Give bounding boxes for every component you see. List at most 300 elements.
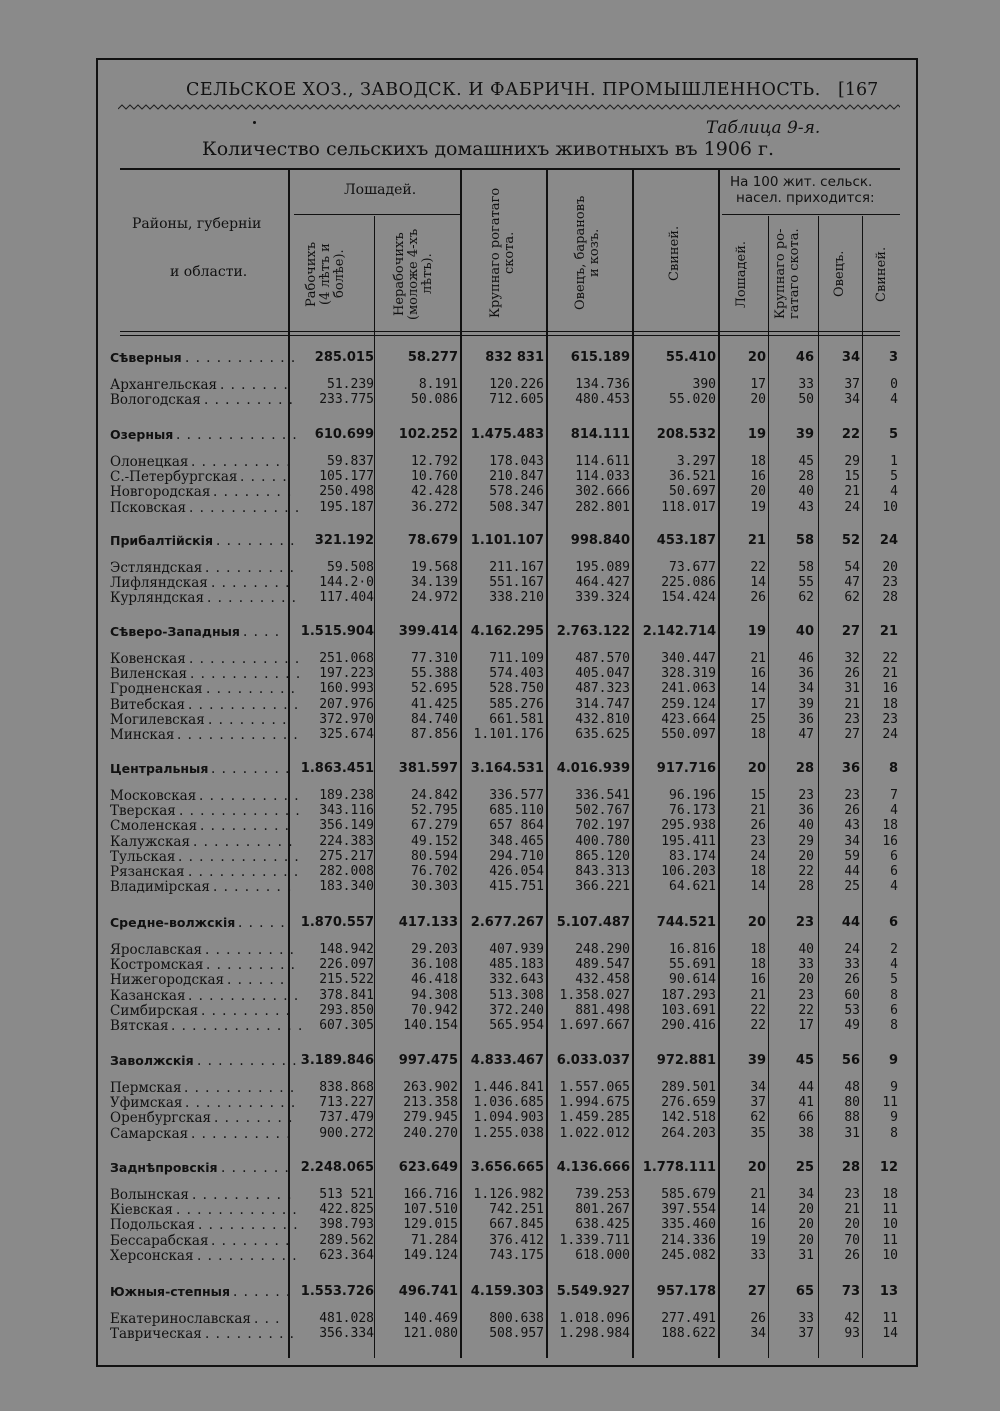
value-cell: 33 — [798, 1311, 814, 1326]
leader-dots: . . . . . . . . . . . — [189, 499, 301, 516]
leader-dots: . . . . . . . . . . . . — [176, 1202, 298, 1219]
value-cell: 18 — [750, 942, 766, 957]
province-name: Таврическая — [110, 1326, 202, 1343]
value-cell: 27 — [844, 727, 860, 742]
value-cell: 998.840 — [570, 533, 630, 548]
table-row — [108, 651, 904, 667]
table-caption: Количество сельскихъ домашнихъ животныхъ въ 1906 г. — [202, 138, 775, 160]
value-cell: 1.036.685 — [473, 1095, 544, 1111]
value-cell: 5 — [890, 972, 898, 988]
value-cell: 24 — [844, 499, 860, 515]
table-row — [108, 942, 904, 958]
value-cell: 31 — [844, 681, 860, 697]
group-row — [108, 915, 904, 931]
leader-dots: . . . . . . . . . . . — [184, 1080, 296, 1096]
value-cell: 711.109 — [489, 651, 544, 666]
value-cell: 432.458 — [575, 972, 630, 988]
value-cell: 11 — [882, 1311, 898, 1326]
leader-dots: . . . . . . . . — [208, 711, 288, 728]
province-name: Ярославская — [110, 942, 203, 958]
value-cell: 480.453 — [575, 392, 630, 408]
value-cell: 70 — [844, 1232, 860, 1248]
value-cell: 41.425 — [411, 696, 458, 712]
group-name: Заволжскія — [110, 1053, 194, 1068]
value-cell: 64.621 — [669, 879, 716, 895]
value-cell: 29 — [798, 833, 814, 849]
value-cell: 73.677 — [669, 560, 716, 575]
value-cell: 88 — [844, 1110, 860, 1126]
value-cell: 27 — [747, 1284, 766, 1299]
value-cell: 46 — [798, 651, 814, 666]
value-cell: 45 — [798, 454, 814, 469]
value-cell: 26 — [844, 803, 860, 819]
horses-subrule — [294, 214, 460, 215]
value-cell: 13 — [879, 1284, 898, 1299]
value-cell: 105.177 — [319, 469, 374, 485]
value-cell: 801.267 — [575, 1202, 630, 1218]
value-cell: 215.522 — [319, 972, 374, 988]
value-cell: 481.028 — [319, 1311, 374, 1326]
table-row — [108, 712, 904, 728]
value-cell: 6 — [890, 864, 898, 879]
value-cell: 10 — [882, 1247, 898, 1263]
province-name: С.-Петербургская — [110, 469, 238, 486]
value-cell: 11 — [882, 1095, 898, 1111]
value-cell: 4 — [890, 957, 898, 973]
value-cell: 37 — [844, 377, 860, 392]
value-cell: 289.501 — [661, 1080, 716, 1095]
value-cell: 23 — [750, 833, 766, 849]
value-cell: 94.308 — [411, 987, 458, 1003]
value-cell: 496.741 — [398, 1284, 458, 1299]
province-name: Вологодская — [110, 392, 201, 409]
value-cell: 332.643 — [489, 972, 544, 988]
value-cell: 550.097 — [661, 727, 716, 742]
value-cell: 52 — [841, 533, 860, 548]
value-cell: 1.101.107 — [470, 533, 544, 548]
value-cell: 17 — [750, 696, 766, 712]
value-cell: 24 — [750, 848, 766, 864]
value-cell: 25 — [750, 711, 766, 727]
value-cell: 59.837 — [327, 454, 374, 469]
value-cell: 336.541 — [575, 788, 630, 803]
value-cell: 8.191 — [418, 377, 458, 392]
value-cell: 34 — [841, 350, 860, 365]
value-cell: 20 — [747, 761, 766, 776]
value-cell: 4 — [890, 803, 898, 819]
value-cell: 21 — [750, 651, 766, 666]
value-cell: 3.297 — [676, 454, 716, 469]
value-cell: 96.196 — [669, 788, 716, 803]
value-cell: 40 — [795, 624, 814, 639]
value-cell: 405.047 — [575, 666, 630, 682]
value-cell: 71.284 — [411, 1232, 458, 1248]
value-cell: 264.203 — [661, 1125, 716, 1141]
leader-dots: . . . . . . . — [220, 377, 289, 393]
value-cell: 84.740 — [411, 711, 458, 727]
per100-sheep-header: Овецъ. — [832, 250, 847, 298]
value-cell: 295.938 — [661, 818, 716, 834]
leader-dots: . . . . . . . . . . . . — [176, 427, 298, 443]
table-row — [108, 1217, 904, 1233]
value-cell: 140.469 — [403, 1311, 458, 1326]
value-cell: 52.795 — [411, 803, 458, 819]
province-name: Самарская — [110, 1125, 189, 1142]
value-cell: 154.424 — [661, 590, 716, 606]
province-name: Курляндская — [110, 590, 204, 607]
ink-dot — [253, 121, 256, 124]
value-cell: 118.017 — [661, 499, 716, 515]
value-cell: 33 — [798, 957, 814, 973]
value-cell: 19 — [747, 624, 766, 639]
leader-dots: . . . . . . . . . . . — [185, 350, 297, 366]
value-cell: 356.149 — [319, 818, 374, 834]
value-cell: 224.383 — [319, 833, 374, 849]
value-cell: 37 — [798, 1326, 814, 1342]
value-cell: 1.459.285 — [559, 1110, 630, 1126]
table-row — [108, 1126, 904, 1142]
leader-dots: . . . . . . . . — [213, 484, 293, 501]
table-row — [108, 1233, 904, 1249]
value-cell: 279.945 — [403, 1110, 458, 1126]
value-cell: 957.178 — [656, 1284, 716, 1299]
value-cell: 226.097 — [319, 957, 374, 973]
value-cell: 114.611 — [575, 454, 630, 469]
value-cell: 489.547 — [575, 957, 630, 973]
table-row — [108, 818, 904, 834]
value-cell: 17 — [750, 377, 766, 392]
horses-header: Лошадей. — [344, 182, 417, 198]
leader-dots: . . . . . . . . . . — [197, 1247, 298, 1264]
value-cell: 21 — [879, 624, 898, 639]
value-cell: 60 — [844, 987, 860, 1003]
group-row — [108, 624, 904, 640]
value-cell: 4.136.666 — [556, 1160, 630, 1175]
value-cell: 1.094.903 — [473, 1110, 544, 1126]
value-cell: 40 — [798, 484, 814, 500]
value-cell: 77.310 — [411, 651, 458, 666]
value-cell: 66 — [798, 1110, 814, 1126]
table-row — [108, 1311, 904, 1327]
leader-dots: . . . — [254, 1311, 281, 1327]
value-cell: 578.246 — [489, 484, 544, 500]
sheep-header: Овецъ, барановъ и козъ. — [573, 195, 602, 311]
value-cell: 9 — [888, 1053, 898, 1068]
value-cell: 513.308 — [489, 987, 544, 1003]
value-cell: 36 — [841, 761, 860, 776]
value-cell: 28 — [795, 761, 814, 776]
value-cell: 48 — [844, 1080, 860, 1095]
value-cell: 18 — [882, 696, 898, 712]
value-cell: 661.581 — [489, 711, 544, 727]
leader-dots: . . . . . — [238, 915, 286, 931]
value-cell: 20 — [747, 915, 766, 930]
value-cell: 657 864 — [489, 818, 544, 834]
table-row — [108, 454, 904, 470]
leader-dots: . . . . . . . . . . — [199, 788, 300, 804]
value-cell: 997.475 — [398, 1053, 458, 1068]
group-name: Озерныя — [110, 427, 174, 442]
value-cell: 800.638 — [489, 1311, 544, 1326]
value-cell: 251.068 — [319, 651, 374, 666]
group-name: Прибалтійскія — [110, 533, 213, 548]
value-cell: 485.183 — [489, 957, 544, 973]
value-cell: 35 — [750, 1125, 766, 1141]
province-name: Тульская — [110, 848, 176, 865]
value-cell: 3.164.531 — [470, 761, 544, 776]
value-cell: 2.763.122 — [556, 624, 630, 639]
value-cell: 20 — [750, 392, 766, 408]
value-cell: 638.425 — [575, 1217, 630, 1233]
value-cell: 1.863.451 — [300, 761, 374, 776]
value-cell: 225.086 — [661, 575, 716, 591]
region-header-line2: и области. — [170, 264, 248, 280]
value-cell: 21 — [750, 1187, 766, 1202]
value-cell: 47 — [844, 575, 860, 591]
value-cell: 1.101.176 — [473, 727, 544, 742]
table-row — [108, 1187, 904, 1203]
leader-dots: . . . . . . . . . — [205, 942, 295, 958]
value-cell: 635.625 — [575, 727, 630, 742]
leader-dots: . . . . . — [240, 469, 288, 486]
value-cell: 62 — [750, 1110, 766, 1126]
value-cell: 53 — [844, 1002, 860, 1018]
value-cell: 56 — [841, 1053, 860, 1068]
value-cell: 59.508 — [327, 560, 374, 575]
province-name: Бессарабская — [110, 1232, 209, 1249]
value-cell: 240.270 — [403, 1125, 458, 1141]
value-cell: 713.227 — [319, 1095, 374, 1111]
value-cell: 702.197 — [575, 818, 630, 834]
value-cell: 55.020 — [669, 392, 716, 408]
province-name: Пермская — [110, 1080, 182, 1096]
leader-dots: . . . . . . . . . . — [197, 1053, 298, 1069]
table-row — [108, 957, 904, 973]
value-cell: 43 — [798, 499, 814, 515]
value-cell: 178.043 — [489, 454, 544, 469]
value-cell: 117.404 — [319, 590, 374, 606]
value-cell: 32 — [844, 651, 860, 666]
value-cell: 18 — [750, 454, 766, 469]
value-cell: 15 — [750, 788, 766, 803]
value-cell: 487.570 — [575, 651, 630, 666]
value-cell: 285.015 — [314, 350, 374, 365]
value-cell: 34 — [750, 1080, 766, 1095]
value-cell: 259.124 — [661, 696, 716, 712]
value-cell: 80 — [844, 1095, 860, 1111]
value-cell: 528.750 — [489, 681, 544, 697]
leader-dots: . . . . . . . . . . . . . — [171, 1018, 304, 1034]
value-cell: 22 — [750, 560, 766, 575]
value-cell: 160.993 — [319, 681, 374, 697]
value-cell: 23 — [844, 788, 860, 803]
value-cell: 22 — [798, 864, 814, 879]
value-cell: 76.702 — [411, 864, 458, 879]
leader-dots: . . . . . . . . . — [204, 392, 294, 409]
value-cell: 15 — [844, 469, 860, 485]
province-name: Лифляндская — [110, 575, 208, 592]
value-cell: 37 — [750, 1095, 766, 1111]
per100-subrule — [722, 214, 900, 215]
value-cell: 513 521 — [319, 1187, 374, 1202]
value-cell: 508.347 — [489, 499, 544, 515]
table-row — [108, 1110, 904, 1126]
province-name: Екатеринославская — [110, 1311, 251, 1327]
value-cell: 4.833.467 — [470, 1053, 544, 1068]
value-cell: 50 — [798, 392, 814, 408]
value-cell: 551.167 — [489, 575, 544, 591]
value-cell: 16 — [882, 833, 898, 849]
value-cell: 585.276 — [489, 696, 544, 712]
value-cell: 340.447 — [661, 651, 716, 666]
value-cell: 18 — [882, 818, 898, 834]
value-cell: 22 — [882, 651, 898, 666]
value-cell: 245.082 — [661, 1247, 716, 1263]
value-cell: 58 — [795, 533, 814, 548]
value-cell: 618.000 — [575, 1247, 630, 1263]
value-cell: 33 — [844, 957, 860, 973]
province-name: Минская — [110, 727, 175, 743]
province-name: Владимірская — [110, 879, 210, 896]
group-row — [108, 1284, 904, 1300]
value-cell: 50.086 — [411, 392, 458, 408]
value-cell: 36.521 — [669, 469, 716, 485]
value-cell: 314.747 — [575, 696, 630, 712]
province-name: Ковенская — [110, 651, 186, 667]
table-row — [108, 469, 904, 485]
per100-pigs-header: Свиней. — [874, 246, 889, 302]
value-cell: 250.498 — [319, 484, 374, 500]
value-cell: 282.008 — [319, 864, 374, 879]
value-cell: 26 — [750, 818, 766, 834]
value-cell: 233.775 — [319, 392, 374, 408]
table-row — [108, 864, 904, 880]
leader-dots: . . . . . . . . . — [200, 818, 290, 835]
table-row — [108, 377, 904, 393]
value-cell: 18 — [750, 727, 766, 742]
value-cell: 339.324 — [575, 590, 630, 606]
value-cell: 343.116 — [319, 803, 374, 819]
horses-working-header: Рабочихъ (4 лѣтъ и болѣе). — [304, 241, 347, 307]
value-cell: 55.691 — [669, 957, 716, 973]
leader-dots: . . . . . . — [227, 972, 286, 989]
value-cell: 20 — [798, 972, 814, 988]
value-cell: 27 — [841, 624, 860, 639]
value-cell: 302.666 — [575, 484, 630, 500]
value-cell: 29.203 — [411, 942, 458, 957]
value-cell: 14 — [750, 879, 766, 895]
value-cell: 607.305 — [319, 1018, 374, 1033]
value-cell: 381.597 — [398, 761, 458, 776]
value-cell: 20 — [747, 1160, 766, 1175]
value-cell: 90.614 — [669, 972, 716, 988]
value-cell: 610.699 — [314, 427, 374, 442]
value-cell: 213.358 — [403, 1095, 458, 1111]
value-cell: 667.845 — [489, 1217, 544, 1233]
value-cell: 407.939 — [489, 942, 544, 957]
value-cell: 615.189 — [570, 350, 630, 365]
pigs-header: Свиней. — [667, 225, 682, 281]
value-cell: 102.252 — [398, 427, 458, 442]
table-row — [108, 666, 904, 682]
value-cell: 214.336 — [661, 1232, 716, 1248]
value-cell: 372.240 — [489, 1002, 544, 1018]
value-cell: 19 — [750, 1232, 766, 1248]
value-cell: 4.159.303 — [470, 1284, 544, 1299]
value-cell: 44 — [798, 1080, 814, 1095]
value-cell: 14 — [882, 1326, 898, 1342]
value-cell: 2.677.267 — [470, 915, 544, 930]
table-row — [108, 788, 904, 804]
value-cell: 103.691 — [661, 1002, 716, 1018]
value-cell: 972.881 — [656, 1053, 716, 1068]
value-cell: 87.856 — [411, 727, 458, 742]
header-bottom-rule-2 — [120, 335, 900, 336]
province-name: Тверская — [110, 803, 176, 820]
leader-dots: . . . . . . . . — [211, 1232, 291, 1249]
value-cell: 129.015 — [403, 1217, 458, 1233]
value-cell: 50.697 — [669, 484, 716, 500]
value-cell: 241.063 — [661, 681, 716, 697]
value-cell: 376.412 — [489, 1232, 544, 1248]
province-name: Уфимская — [110, 1095, 183, 1112]
group-row — [108, 427, 904, 443]
leader-dots: . . . . . . . . . . — [191, 1125, 292, 1142]
value-cell: 10 — [882, 1217, 898, 1233]
wavy-rule — [118, 104, 900, 114]
value-cell: 9 — [890, 1110, 898, 1126]
leader-dots: . . . . . . . . — [213, 879, 293, 896]
value-cell: 843.313 — [575, 864, 630, 879]
value-cell: 6.033.037 — [556, 1053, 630, 1068]
value-cell: 40 — [798, 818, 814, 834]
value-cell: 148.942 — [319, 942, 374, 957]
value-cell: 282.801 — [575, 499, 630, 515]
value-cell: 22 — [798, 1002, 814, 1018]
value-cell: 1.475.483 — [470, 427, 544, 442]
value-cell: 142.518 — [661, 1110, 716, 1126]
value-cell: 2.142.714 — [642, 624, 716, 639]
value-cell: 30.303 — [411, 879, 458, 895]
table-row — [108, 834, 904, 850]
group-name: Центральныя — [110, 761, 209, 776]
running-title: СЕЛЬСКОЕ ХОЗ., ЗАВОДСК. И ФАБРИЧН. ПРОМЫШЛЕННОСТЬ. — [186, 80, 821, 100]
province-name: Псковская — [110, 499, 187, 516]
leader-dots: . . . . . . . . . . . . — [179, 803, 301, 820]
value-cell: 290.416 — [661, 1018, 716, 1033]
value-cell: 1.022.012 — [559, 1125, 630, 1141]
value-cell: 23 — [798, 987, 814, 1003]
value-cell: 24 — [882, 727, 898, 742]
value-cell: 195.187 — [319, 499, 374, 515]
value-cell: 187.293 — [661, 987, 716, 1003]
value-cell: 28 — [882, 590, 898, 606]
value-cell: 195.089 — [575, 560, 630, 575]
value-cell: 20 — [844, 1217, 860, 1233]
value-cell: 54 — [844, 560, 860, 575]
group-row — [108, 533, 904, 549]
value-cell: 917.716 — [656, 761, 716, 776]
value-cell: 8 — [890, 1018, 898, 1033]
table-row — [108, 1018, 904, 1034]
province-name: Олонецкая — [110, 454, 189, 470]
value-cell: 24 — [879, 533, 898, 548]
value-cell: 70.942 — [411, 1002, 458, 1018]
value-cell: 366.221 — [575, 879, 630, 895]
province-name: Казанская — [110, 987, 186, 1004]
value-cell: 149.124 — [403, 1247, 458, 1263]
value-cell: 18 — [750, 957, 766, 973]
